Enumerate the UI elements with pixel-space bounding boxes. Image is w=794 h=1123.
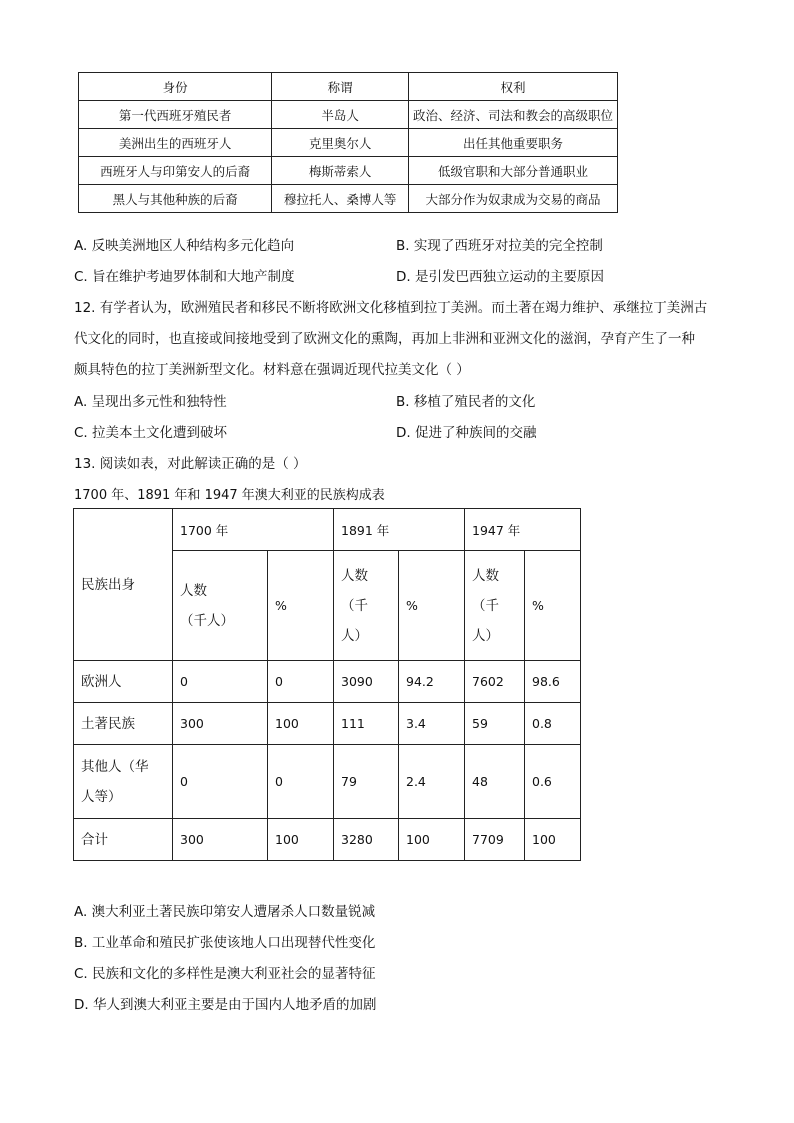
table-row — [74, 819, 581, 861]
table-row — [74, 745, 581, 819]
table-cell: 3280 — [334, 819, 399, 861]
table-cell: 100 — [525, 819, 581, 861]
q12-option-b: B. 移植了殖民者的文化 — [396, 394, 536, 410]
table-cell: 0 — [268, 745, 334, 819]
table-cell: 100 — [399, 819, 465, 861]
q12-stem-line2: 代文化的同时，也直接或间接地受到了欧洲文化的熏陶，再加上非洲和亚洲文化的滋润，孕育产生了一种 — [74, 331, 695, 347]
table-cell: 西班牙人与印第安人的后裔 — [79, 157, 272, 185]
table-cell: 111 — [334, 703, 399, 745]
q11-option-a: A. 反映美洲地区人种结构多元化趋向 — [74, 238, 295, 254]
count-label-line2: （千 — [472, 597, 499, 614]
count-label-line1: 人数 — [341, 567, 368, 584]
table-cell: 低级官职和大部分普通职业 — [408, 157, 617, 185]
q11-option-b: B. 实现了西班牙对拉美的完全控制 — [396, 238, 603, 254]
table-cell: 穆拉托人、桑博人等 — [272, 185, 409, 213]
q13-stem: 13. 阅读如表，对此解读正确的是（ ） — [74, 456, 307, 472]
count-label-line3: 人） — [341, 627, 368, 644]
table-cell: 克里奥尔人 — [272, 129, 409, 157]
table-cell: 半岛人 — [272, 101, 409, 129]
table-cell: 79 — [334, 745, 399, 819]
q13-option-d: D. 华人到澳大利亚主要是由于国内人地矛盾的加剧 — [74, 997, 377, 1013]
table-cell: 7709 — [465, 819, 525, 861]
table-cell: 7602 — [465, 661, 525, 703]
header-title: 称谓 — [272, 73, 409, 101]
q12-option-a: A. 呈现出多元性和独特性 — [74, 394, 227, 410]
header-count-1891 — [334, 551, 399, 661]
table-cell: 3.4 — [399, 703, 465, 745]
q13-option-a: A. 澳大利亚土著民族印第安人遭屠杀人口数量锐减 — [74, 904, 376, 920]
table-header-row — [74, 509, 581, 551]
header-identity: 身份 — [79, 73, 272, 101]
q12-option-c: C. 拉美本土文化遭到破坏 — [74, 425, 228, 441]
table-row — [79, 157, 618, 185]
q13-option-c: C. 民族和文化的多样性是澳大利亚社会的显著特征 — [74, 966, 376, 982]
count-label-line2: （千人） — [180, 612, 234, 629]
table-cell: 梅斯蒂索人 — [272, 157, 409, 185]
row-label-line2: 人等） — [81, 788, 122, 805]
population-table — [73, 508, 581, 861]
q13-option-b: B. 工业革命和殖民扩张使该地人口出现替代性变化 — [74, 935, 376, 951]
table-row — [79, 185, 618, 213]
table-cell: 100 — [268, 703, 334, 745]
table-cell: 出任其他重要职务 — [408, 129, 617, 157]
table-cell: 0.8 — [525, 703, 581, 745]
table-cell: 0 — [173, 745, 268, 819]
table-row — [74, 661, 581, 703]
q12-stem-line3: 颇具特色的拉丁美洲新型文化。材料意在强调近现代拉美文化（ ） — [74, 362, 470, 378]
header-origin: 民族出身 — [74, 509, 173, 661]
table-cell: 300 — [173, 819, 268, 861]
q11-option-d: D. 是引发巴西独立运动的主要原因 — [396, 269, 604, 285]
header-count-1700 — [173, 551, 268, 661]
table-cell: 48 — [465, 745, 525, 819]
table-cell: 3090 — [334, 661, 399, 703]
header-count-1947 — [465, 551, 525, 661]
header-year-1891: 1891 年 — [334, 509, 465, 551]
table-cell: 2.4 — [399, 745, 465, 819]
table-cell: 政治、经济、司法和教会的高级职位 — [408, 101, 617, 129]
table-cell: 黑人与其他种族的后裔 — [79, 185, 272, 213]
table-cell: 0 — [173, 661, 268, 703]
header-pct-1891: % — [399, 551, 465, 661]
count-label-line1: 人数 — [472, 567, 499, 584]
table-cell: 第一代西班牙殖民者 — [79, 101, 272, 129]
table-cell: 0.6 — [525, 745, 581, 819]
row-label-line1: 其他人（华 — [81, 758, 149, 775]
header-rights: 权利 — [408, 73, 617, 101]
header-year-1700: 1700 年 — [173, 509, 334, 551]
q12-option-d: D. 促进了种族间的交融 — [396, 425, 537, 441]
row-label: 土著民族 — [74, 703, 173, 745]
header-year-1947: 1947 年 — [465, 509, 581, 551]
count-label-line2: （千 — [341, 597, 368, 614]
table-cell: 0 — [268, 661, 334, 703]
table-row — [74, 703, 581, 745]
row-label — [74, 745, 173, 819]
table-header-row — [79, 73, 618, 101]
row-label: 欧洲人 — [74, 661, 173, 703]
q11-option-c: C. 旨在维护考迪罗体制和大地产制度 — [74, 269, 295, 285]
table-row — [79, 129, 618, 157]
status-table — [78, 72, 618, 213]
count-label-line3: 人） — [472, 627, 499, 644]
table-caption: 1700 年、1891 年和 1947 年澳大利亚的民族构成表 — [74, 488, 385, 503]
q12-stem-line1: 12. 有学者认为，欧洲殖民者和移民不断将欧洲文化移植到拉丁美洲。而土著在竭力维护、承继拉丁美洲古 — [74, 300, 708, 316]
table-row — [79, 101, 618, 129]
table-cell: 98.6 — [525, 661, 581, 703]
table-cell: 59 — [465, 703, 525, 745]
count-label-line1: 人数 — [180, 582, 207, 599]
header-pct-1947: % — [525, 551, 581, 661]
table-cell: 300 — [173, 703, 268, 745]
header-pct-1700: % — [268, 551, 334, 661]
table-cell: 94.2 — [399, 661, 465, 703]
row-label: 合计 — [74, 819, 173, 861]
table-cell: 大部分作为奴隶成为交易的商品 — [408, 185, 617, 213]
table-cell: 100 — [268, 819, 334, 861]
table-cell: 美洲出生的西班牙人 — [79, 129, 272, 157]
